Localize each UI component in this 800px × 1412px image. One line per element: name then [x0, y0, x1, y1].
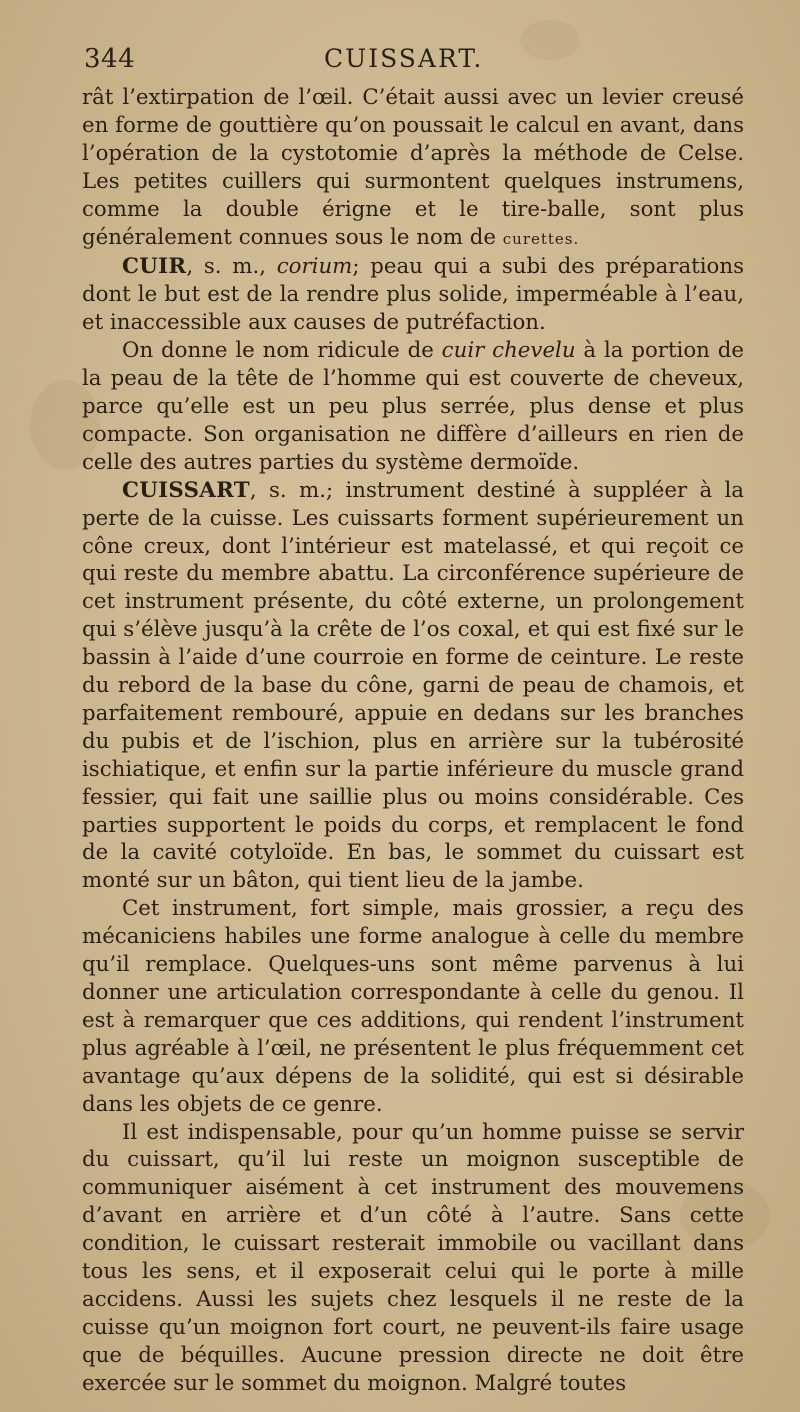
body-text: [82, 84, 744, 1398]
page-number: 344: [84, 44, 136, 74]
page-header: [84, 44, 744, 84]
paragraph-moignon: [82, 1119, 744, 1398]
small-caps-term: curettes.: [502, 229, 580, 248]
grammar-note: , s. m.,: [186, 254, 277, 280]
italic-term: cuir chevelu: [441, 338, 576, 364]
entry-cuissart: [82, 477, 744, 896]
paragraph-lead: On donne le nom ridicule de: [122, 338, 442, 364]
entry-definition: , s. m.; instrument destiné à suppléer à la perte de la cuisse. Les cuissarts forment supérieurement un cône creux, dont l’intérieur est matelassé, et qui reçoit ce qui reste du membre abattu. La circonférence supérieure de cet instrument présente, du côté externe, un prolongement qui s’élève jusqu’à la crête de l’os coxal, et qui est fixé sur le bassin à l’aide d’une courroie en forme de ceinture. Le reste du rebord de la base du cône, garni de peau de chamois, et parfaitement rembouré, appuie en dedans sur les branches du pubis et de l’ischion, plus en arrière sur la tubérosité ischiatique, et enfin sur la partie inférieure du muscle grand fessier, qui fait une saillie plus ou moins considérable. Ces parties supportent le poids du corps, et remplacent le fond de la cavité cotyloïde. En bas, le sommet du cuissart est monté sur un bâton, qui tient lieu de la jambe.: [82, 477, 744, 894]
entry-headword: CUIR: [122, 254, 187, 280]
paragraph-curettes: [82, 84, 744, 253]
paragraph-text: Cet instrument, fort simple, mais grossier, a reçu des mécaniciens habiles une forme analogue à celle du membre qu’il remplace. Quelques-uns sont même parvenus à lui donner une articulation correspondante à celle du genou. Il est à remarquer que ces additions, qui rendent l’instrument plus agréable à l’œil, ne présentent le plus fréquemment cet avantage qu’aux dépens de la solidité, qui est si désirable dans les objets de ce genre.: [82, 896, 744, 1117]
running-head: CUISSART.: [324, 44, 484, 73]
entry-definition: ; peau qui a subi des préparations dont le but est de la rendre plus solide, imperméable à l’eau, et inaccessible aux causes de putréfaction.: [82, 254, 744, 336]
paragraph-cuir-chevelu: [82, 337, 744, 477]
paragraph-text: rât l’extirpation de l’œil. C’était aussi avec un levier creusé en forme de gouttière qu’on poussait le calcul en avant, dans l’opération de la cystotomie d’après la méthode de Celse. Les petites cuillers qui surmontent quelques instrumens, comme la double érigne et le tire-balle, sont plus généralement connues sous le nom de: [82, 85, 744, 250]
latin-term: corium: [276, 254, 353, 280]
entry-cuir: [82, 253, 744, 337]
entry-headword: CUISSART: [122, 477, 250, 503]
paragraph-instrument: [82, 895, 744, 1118]
paragraph-text: à la portion de la peau de la tête de l’homme qui est couverte de cheveux, parce qu’elle est un peu plus serrée, plus dense et plus compacte. Son organisation ne diffère d’ailleurs en rien de celle des autres parties du système dermoïde.: [82, 338, 744, 475]
paragraph-text: Il est indispensable, pour qu’un homme puisse se servir du cuissart, qu’il lui reste un moignon susceptible de communiquer aisément à cet instrument des mouvemens d’avant en arrière et d’un côté à l’autre. Sans cette condition, le cuissart resterait immobile ou vacillant dans tous les sens, et il exposerait celui qui le porte à mille accidens. Aussi les sujets chez lesquels il ne reste de la cuisse qu’un moignon fort court, ne peuvent-ils faire usage que de béquilles. Aucune pression directe ne doit être exercée sur le sommet du moignon. Malgré toutes: [82, 1119, 744, 1396]
